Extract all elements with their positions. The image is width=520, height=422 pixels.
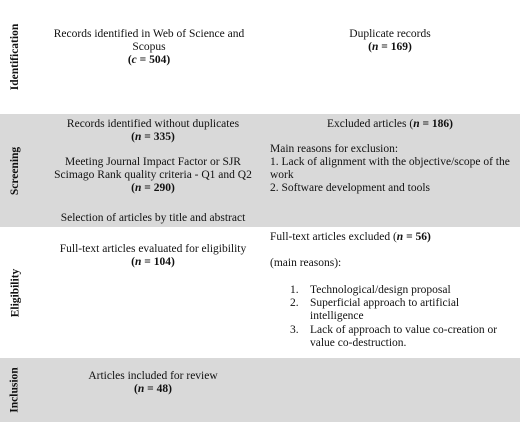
- quality-criteria-box: Meeting Journal Impact Factor or SJR Scimago Rank quality criteria - Q1 and Q2 (n = 290): [54, 156, 252, 194]
- records-without-duplicates-box: Records identified without duplicates (n = 335): [66, 118, 240, 143]
- excluded-articles-title: Excluded articles (n = 186): [326, 118, 453, 130]
- eligibility-reasons-list: 1. Technological/design proposal 2. Superficial approach to artificial intelligence 3. Lack of approach to value co-creation or value co-destruction.: [290, 284, 498, 349]
- screening-band: [0, 114, 520, 227]
- duplicate-records-box: Duplicate records (n = 169): [349, 28, 431, 53]
- inclusion-band: [0, 358, 520, 422]
- articles-included-box: Articles included for review (n = 48): [88, 370, 218, 395]
- full-text-excluded-title: Full-text articles excluded (n = 56): [270, 231, 431, 243]
- selection-by-title-box: Selection of articles by title and abstract: [60, 212, 246, 224]
- eligibility-band: [0, 227, 520, 358]
- identification-stage-label: Identification: [9, 23, 22, 91]
- eligibility-stage-label: Eligibility: [9, 268, 22, 317]
- exclusion-reasons-list: Main reasons for exclusion: 1. Lack of alignment with the objective/scope of the work 2. Software development and tools: [270, 143, 510, 194]
- main-reasons-label: (main reasons):: [270, 257, 342, 269]
- full-text-evaluated-box: Full-text articles evaluated for eligibility (n = 104): [59, 243, 247, 268]
- records-identified-box: Records identified in Web of Science and Scopus (c = 504): [53, 28, 245, 66]
- identification-band: [0, 0, 520, 114]
- screening-stage-label: Screening: [9, 146, 21, 195]
- inclusion-stage-label: Inclusion: [9, 367, 22, 413]
